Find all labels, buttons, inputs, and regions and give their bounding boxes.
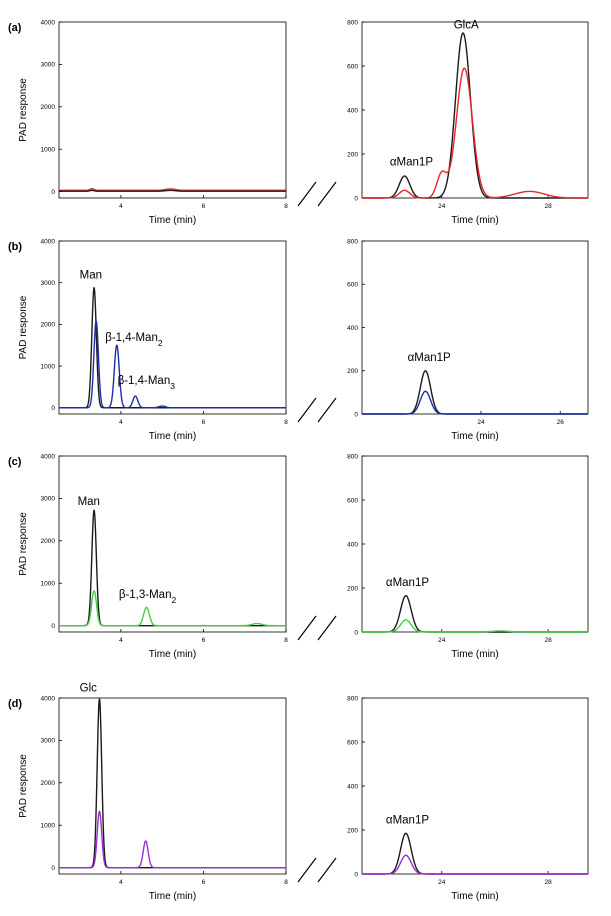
y-tick-label: 400 — [347, 783, 358, 791]
y-tick-label: 4000 — [40, 19, 55, 27]
y-tick-label: 400 — [347, 107, 358, 115]
x-tick-label: 8 — [284, 203, 288, 210]
panel-b-right — [347, 238, 588, 442]
y-tick-label: 200 — [347, 585, 358, 593]
x-tick-label: 8 — [284, 419, 288, 426]
x-axis-title: Time (min) — [451, 431, 499, 442]
x-tick-label: 6 — [201, 419, 206, 426]
y-axis-title: PAD response — [18, 754, 29, 818]
trace-black — [59, 699, 286, 868]
panel-c-right — [347, 453, 588, 660]
trace-blue — [59, 321, 286, 408]
y-tick-label: 0 — [354, 411, 358, 419]
peak-annotation: αMan1P — [389, 156, 434, 169]
plot-frame — [59, 698, 286, 874]
panel-a-right — [347, 19, 588, 226]
y-tick-label: 0 — [51, 405, 55, 413]
y-tick-label: 0 — [354, 871, 358, 879]
peak-annotation: αMan1P — [407, 352, 451, 365]
axis-break-mark — [318, 398, 336, 422]
plot-frame — [362, 698, 588, 874]
plot-frame — [59, 456, 286, 632]
x-tick-label: 28 — [544, 879, 552, 886]
y-tick-label: 2000 — [40, 780, 55, 788]
panel-a-left — [8, 19, 288, 226]
x-axis-title: Time (min) — [451, 649, 499, 660]
x-tick-label: 4 — [119, 637, 123, 644]
x-axis-title: Time (min) — [148, 891, 197, 902]
y-tick-label: 400 — [347, 324, 358, 332]
trace-black — [362, 596, 588, 632]
axis-break-mark — [318, 616, 336, 640]
x-tick-label: 6 — [201, 879, 206, 886]
panel-label: (d) — [8, 698, 23, 710]
trace-black — [362, 33, 588, 198]
panel-label: (b) — [8, 241, 23, 253]
peak-annotation: αMan1P — [385, 814, 430, 827]
y-tick-label: 200 — [347, 827, 358, 835]
trace-red — [362, 68, 588, 198]
panel-d-left — [8, 683, 288, 902]
plot-frame — [362, 456, 588, 632]
axis-break-mark — [298, 398, 316, 422]
x-tick-label: 6 — [201, 203, 206, 210]
y-tick-label: 4000 — [40, 453, 55, 461]
y-tick-label: 1000 — [40, 580, 55, 588]
y-tick-label: 200 — [347, 368, 358, 376]
y-tick-label: 4000 — [40, 238, 55, 246]
y-tick-label: 200 — [347, 151, 358, 159]
x-tick-label: 8 — [284, 637, 288, 644]
x-tick-label: 26 — [556, 419, 564, 426]
panel-b-left — [8, 238, 288, 442]
x-tick-label: 28 — [544, 203, 552, 210]
peak-annotation: Man — [79, 269, 103, 282]
y-tick-label: 3000 — [40, 61, 55, 69]
x-tick-label: 24 — [438, 203, 446, 210]
peak-annotation: Glc — [79, 682, 97, 695]
x-tick-label: 24 — [438, 637, 446, 644]
x-axis-title: Time (min) — [148, 649, 197, 660]
plot-frame — [362, 19, 588, 198]
y-tick-label: 0 — [51, 188, 55, 196]
x-tick-label: 6 — [201, 637, 206, 644]
trace-black — [59, 510, 286, 625]
x-tick-label: 24 — [477, 419, 485, 426]
y-tick-label: 1000 — [40, 363, 55, 371]
axis-break-mark — [298, 858, 316, 882]
x-tick-label: 4 — [119, 879, 123, 886]
y-tick-label: 4000 — [40, 695, 55, 703]
y-tick-label: 2000 — [40, 538, 55, 546]
y-tick-label: 600 — [347, 281, 358, 289]
x-axis-title: Time (min) — [148, 431, 197, 442]
peak-annotation: Man — [77, 495, 100, 508]
y-tick-label: 800 — [347, 695, 358, 703]
x-tick-label: 24 — [438, 879, 446, 886]
plot-frame — [362, 241, 588, 414]
y-tick-label: 400 — [347, 541, 358, 549]
y-axis-title: PAD response — [18, 295, 29, 360]
y-tick-label: 1000 — [40, 822, 55, 830]
y-tick-label: 2000 — [40, 104, 55, 112]
panel-c-left — [8, 453, 288, 660]
x-tick-label: 28 — [544, 637, 552, 644]
panel-label: (c) — [8, 456, 22, 468]
peak-annotation: β-1,4-Man$_3$ — [117, 374, 175, 391]
x-axis-title: Time (min) — [451, 891, 499, 902]
y-tick-label: 600 — [347, 63, 358, 71]
y-tick-label: 2000 — [40, 321, 55, 329]
y-tick-label: 0 — [51, 622, 55, 630]
y-tick-label: 600 — [347, 739, 358, 747]
panel-d-right — [347, 695, 588, 902]
panel-label: (a) — [8, 22, 22, 34]
y-tick-label: 800 — [347, 453, 358, 461]
trace-black — [362, 833, 588, 874]
axis-break-mark — [318, 182, 336, 206]
x-tick-label: 8 — [284, 879, 288, 886]
trace-black — [362, 371, 588, 414]
axis-break-mark — [298, 616, 316, 640]
x-tick-label: 4 — [119, 419, 123, 426]
peak-annotation: αMan1P — [385, 576, 430, 589]
y-tick-label: 600 — [347, 497, 358, 505]
peak-annotation: GlcA — [453, 19, 479, 32]
y-tick-label: 0 — [354, 629, 358, 637]
y-tick-label: 0 — [51, 864, 55, 872]
y-tick-label: 3000 — [40, 737, 55, 745]
axis-break-mark — [298, 182, 316, 206]
peak-annotation: β-1,3-Man$_2$ — [118, 589, 177, 606]
y-tick-label: 3000 — [40, 279, 55, 287]
trace-purple — [362, 855, 588, 874]
y-tick-label: 0 — [354, 195, 358, 203]
peak-annotation: β-1,4-Man$_2$ — [105, 332, 163, 349]
y-axis-title: PAD response — [18, 78, 29, 142]
trace-purple — [59, 811, 286, 867]
y-axis-title: PAD response — [18, 512, 29, 576]
x-axis-title: Time (min) — [148, 215, 197, 226]
x-axis-title: Time (min) — [451, 215, 499, 226]
y-tick-label: 800 — [347, 19, 358, 27]
x-tick-label: 4 — [119, 203, 123, 210]
y-tick-label: 3000 — [40, 495, 55, 503]
y-tick-label: 1000 — [40, 146, 55, 154]
y-tick-label: 800 — [347, 238, 358, 246]
trace-blue — [362, 391, 588, 414]
axis-break-mark — [318, 858, 336, 882]
plot-frame — [59, 22, 286, 198]
